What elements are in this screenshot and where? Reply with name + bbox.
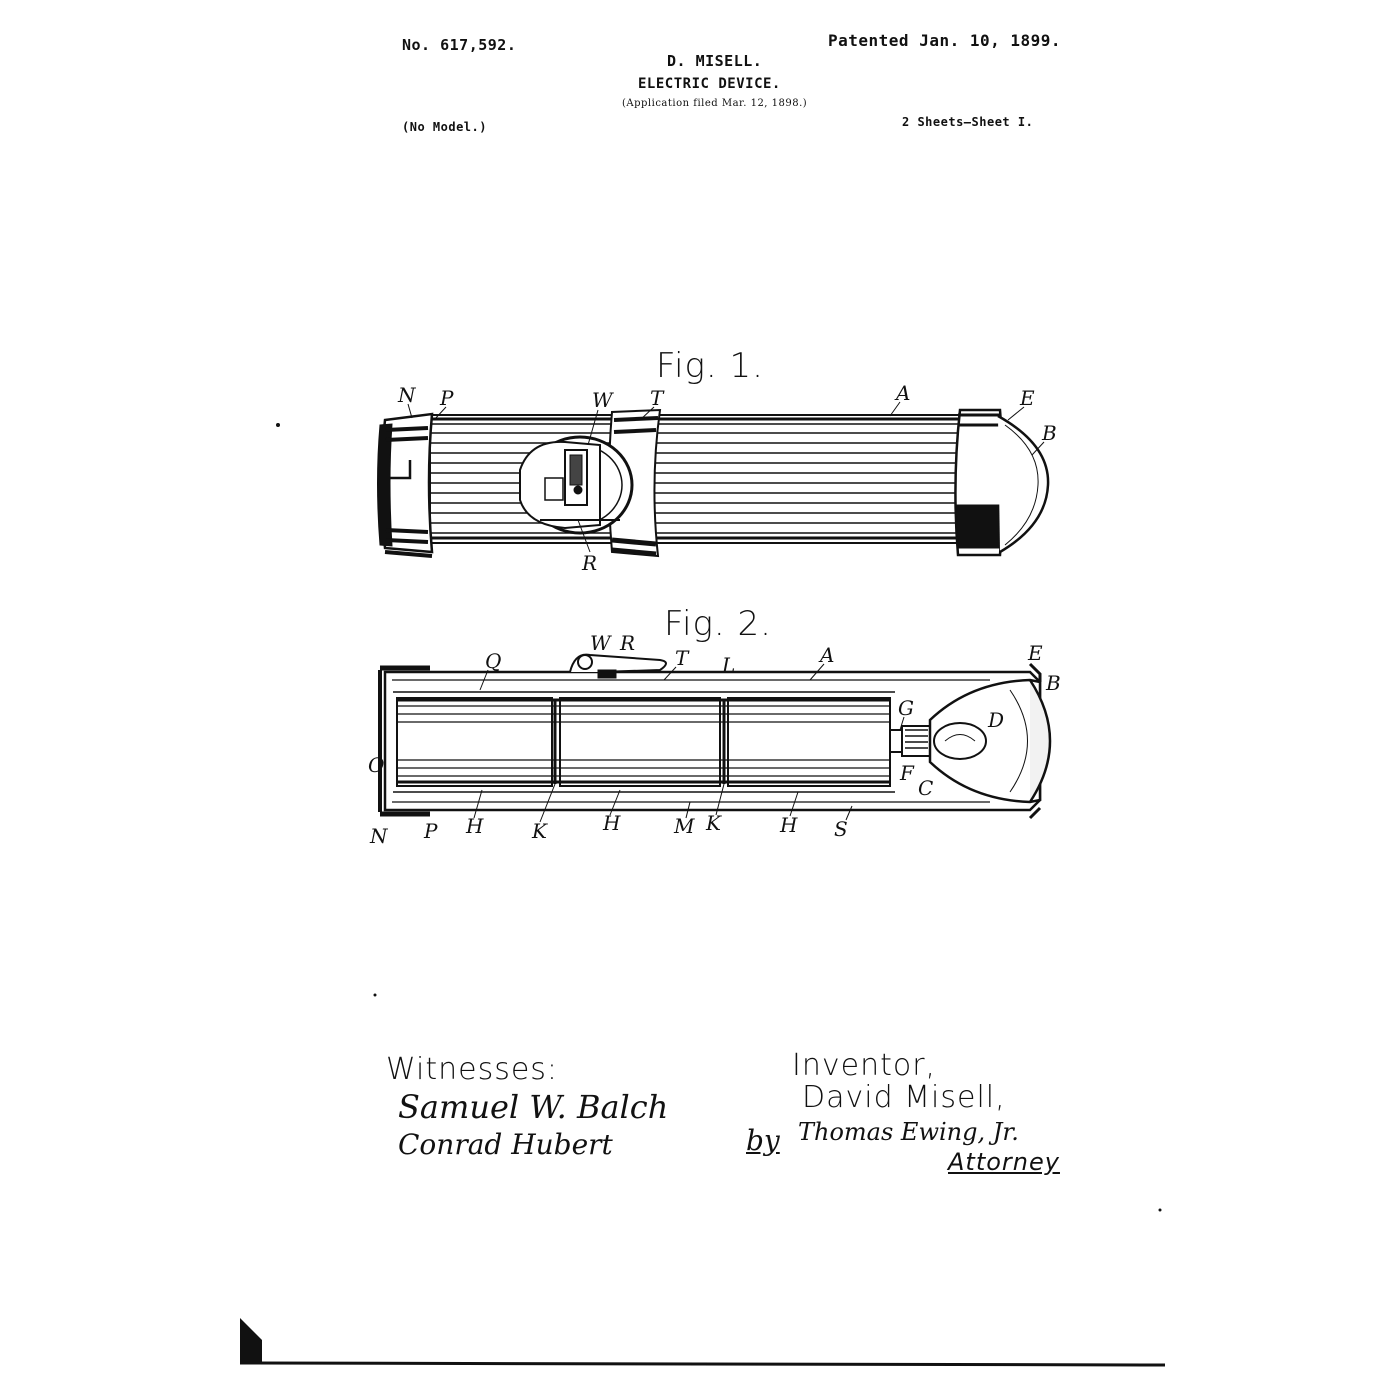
fig1-title: Fig. 1. [656,346,764,386]
fig2-label-h: H [780,813,798,837]
fig2-lens [1030,680,1050,802]
inventor-name: David Misell, [802,1080,1006,1115]
fig1-label-r: R [582,551,598,575]
by-label: by [746,1124,780,1157]
fig2-label-q: Q [485,649,502,673]
fig2-label-k: K [532,819,547,843]
fig2-label-r: R [620,631,636,655]
fig2-label-w: W [590,631,611,655]
fig2-label-c: C [918,776,934,800]
fig2-battery-2 [560,698,720,786]
witness-signature-1: Samuel W. Balch [398,1088,669,1126]
fig2-label-h: H [466,814,484,838]
fig2-label-o: O [368,753,385,777]
fig1-label-p: P [440,386,454,410]
fig2-label-s: S [834,817,848,841]
fig2-label-p: P [424,819,438,843]
application-date: (Application filed Mar. 12, 1898.) [622,98,808,109]
fig2-label-a: A [820,643,835,667]
sheet-count: 2 Sheets—Sheet I. [902,115,1034,129]
fig2-title: Fig. 2. [664,604,772,644]
inventor-label: Inventor, [792,1048,937,1083]
fig2-label-g: G [898,696,914,720]
fig1-label-t: T [650,386,664,410]
fig2-label-e: E [1028,641,1043,665]
patent-date: Patented Jan. 10, 1899. [828,31,1062,50]
fig2-label-t: T [675,646,689,670]
fig2-label-h: H [603,811,621,835]
scan-edge-line [240,1363,1165,1365]
witnesses-label: Witnesses: [386,1052,559,1087]
model-note: (No Model.) [402,120,487,134]
fig1-label-b: B [1042,421,1057,445]
fig2-label-m: M [674,814,695,838]
fig2-bulb [934,723,986,759]
fig1-drawing [378,410,1049,556]
scan-edge-mark [240,1318,262,1362]
patent-number: No. 617,592. [402,36,517,54]
fig2-label-n: N [370,824,388,848]
invention-title: ELECTRIC DEVICE. [638,76,781,92]
fig2-label-d: D [988,708,1005,732]
fig2-battery-3 [728,698,890,786]
fig2-label-l: L [722,653,736,677]
attorney-signature: Thomas Ewing, Jr. [798,1118,1019,1146]
fig1-label-n: N [398,383,416,407]
fig2-battery-1 [397,698,552,786]
fig1-lens [998,416,1048,552]
fig1-label-e: E [1020,386,1035,410]
attorney-label: Attorney [948,1148,1060,1176]
witness-signature-2: Conrad Hubert [398,1128,613,1161]
fig2-label-b: B [1046,671,1061,695]
fig1-label-w: W [592,388,613,412]
fig2-label-k: K [706,811,721,835]
inventor-header: D. MISELL. [667,52,763,70]
fig2-label-f: F [900,761,914,785]
fig1-label-a: A [896,381,911,405]
